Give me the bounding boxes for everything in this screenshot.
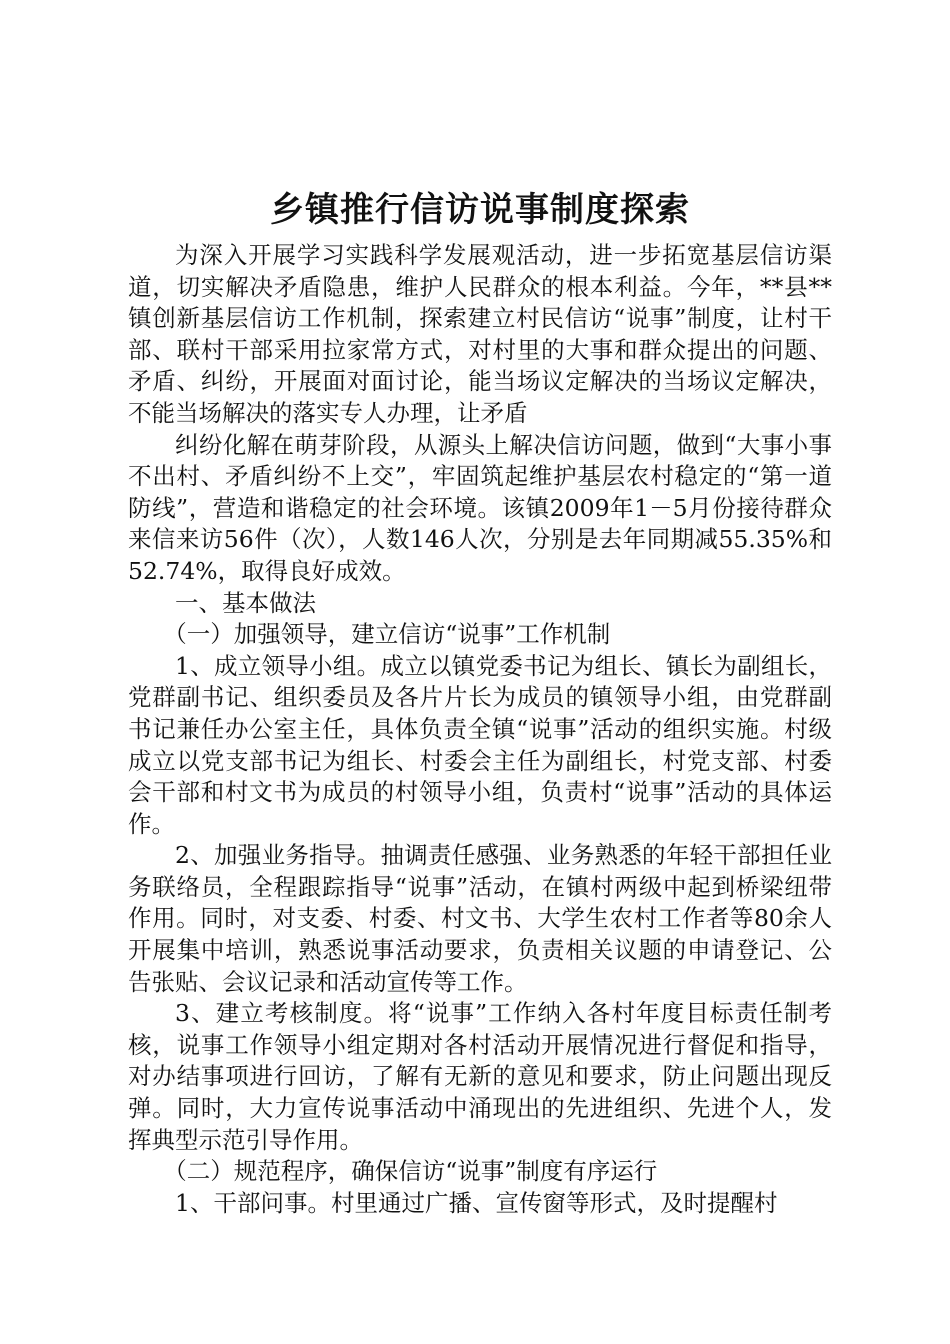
intro-paragraph-2: 纠纷化解在萌芽阶段，从源头上解决信访问题，做到“大事小事不出村、矛盾纠纷不上交”，牢固筑起维护基层农村稳定的“第一道防线”，营造和谐稳定的社会环境。该镇2009年1－5月份接待群众来信来访56件（次），人数146人次，分别是去年同期减55.35%和52.74%，取得良好成效。 (128, 430, 832, 585)
item-paragraph-4: 1、干部问事。村里通过广播、宣传窗等形式，及时提醒村 (175, 1188, 778, 1217)
item-paragraph-2: 2、加强业务指导。抽调责任感强、业务熟悉的年轻干部担任业务联络员，全程跟踪指导“说事”活动，在镇村两级中起到桥梁纽带作用。同时，对支委、村委、村文书、大学生农村工作者等80余人开展集中培训，熟悉说事活动要求，负责相关议题的申请登记、公告张贴、会议记录和活动宣传等工作。 (128, 841, 832, 996)
section-heading-basic-methods: 一、基本做法 (175, 588, 316, 617)
subsection-heading-1: （一）加强领导，建立信访“说事”工作机制 (163, 620, 611, 649)
intro-paragraph-1: 为深入开展学习实践科学发展观活动，进一步拓宽基层信访渠道，切实解决矛盾隐患，维护人民群众的根本利益。今年，**县**镇创新基层信访工作机制，探索建立村民信访“说事”制度，让村干部、联村干部采用拉家常方式，对村里的大事和群众提出的问题、矛盾、纠纷，开展面对面讨论，能当场议定解决的当场议定解决，不能当场解决的落实专人办理，让矛盾 (128, 241, 832, 427)
item-paragraph-3: 3、建立考核制度。将“说事”工作纳入各村年度目标责任制考核，说事工作领导小组定期对各村活动开展情况进行督促和指导，对办结事项进行回访，了解有无新的意见和要求，防止问题出现反弹。同时，大力宣传说事活动中涌现出的先进组织、先进个人，发挥典型示范引导作用。 (128, 999, 832, 1154)
item-paragraph-1: 1、成立领导小组。成立以镇党委书记为组长、镇长为副组长，党群副书记、组织委员及各片片长为成员的镇领导小组，由党群副书记兼任办公室主任，具体负责全镇“说事”活动的组织实施。村级成立以党支部书记为组长、村委会主任为副组长，村党支部、村委会干部和村文书为成员的村领导小组，负责村“说事”活动的具体运作。 (128, 651, 832, 838)
document-page (128, 184, 832, 1219)
subsection-heading-2: （二）规范程序，确保信访“说事”制度有序运行 (163, 1157, 658, 1186)
document-title: 乡镇推行信访说事制度探索 (270, 190, 690, 230)
